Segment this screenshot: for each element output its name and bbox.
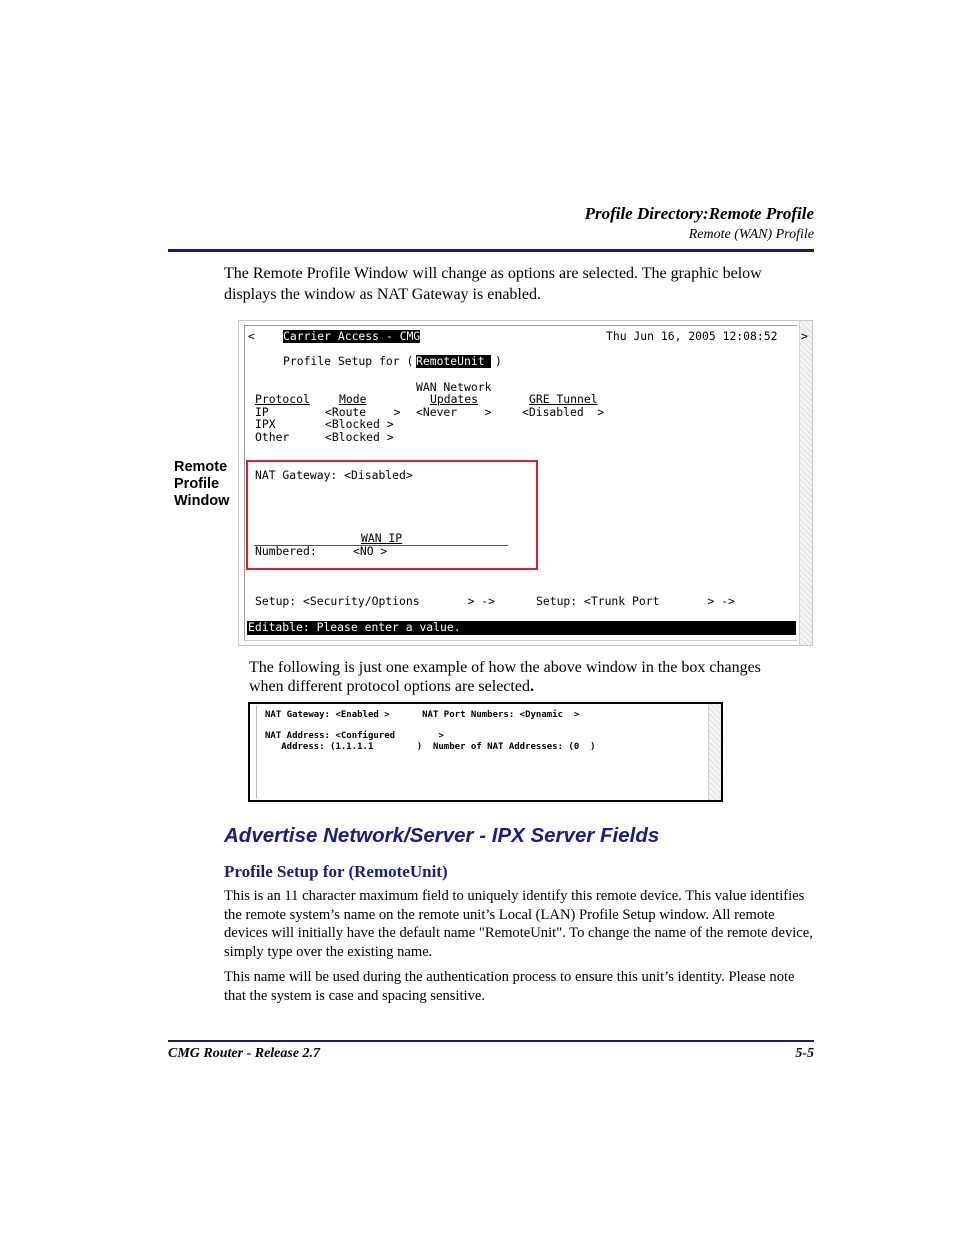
setup-trunk-port-link[interactable]: Setup: <Trunk Port > -> bbox=[536, 594, 735, 608]
row-other-label: Other bbox=[255, 430, 290, 444]
nav-left-arrow: < bbox=[248, 329, 255, 343]
callout-line-1: Remote bbox=[174, 459, 228, 475]
example-paragraph-period: . bbox=[529, 678, 534, 695]
row-other-mode-field[interactable]: <Blocked > bbox=[325, 430, 394, 444]
profile-close-paren: ) bbox=[495, 354, 502, 368]
row-ip-updates-field[interactable]: <Never > bbox=[416, 405, 492, 419]
example-paragraph-text: The following is just one example of how the above window in the box changes when different protocol options are selected bbox=[249, 659, 761, 695]
numbered-field[interactable]: <NO > bbox=[353, 544, 388, 558]
footer-rule bbox=[168, 1040, 814, 1042]
col-header-wan-network: WAN Network bbox=[416, 380, 492, 394]
nat-example-line-3: Address: (1.1.1.1 ) Number of NAT Addresses: (0 ) bbox=[265, 742, 596, 752]
nat-example-line-1: NAT Gateway: <Enabled > NAT Port Numbers: <Dynamic > bbox=[265, 710, 580, 720]
col-header-updates: Updates bbox=[430, 392, 479, 406]
header-rule bbox=[168, 249, 814, 252]
footer-product: CMG Router - Release 2.7 bbox=[168, 1046, 321, 1061]
setup-security-options-link[interactable]: Setup: <Security/Options > -> bbox=[255, 594, 496, 608]
terminal-scrollbar bbox=[799, 321, 812, 645]
app-title-bar: Carrier Access - CMG bbox=[283, 329, 421, 343]
callout-line-3: Window bbox=[174, 493, 230, 509]
nat-example-scrollbar bbox=[708, 704, 721, 800]
row-ip-gre-field[interactable]: <Disabled > bbox=[522, 405, 605, 419]
profile-setup-label: Profile Setup for ( bbox=[283, 354, 414, 368]
datetime-text: Thu Jun 16, 2005 12:08:52 bbox=[606, 329, 778, 343]
nat-gateway-field[interactable]: NAT Gateway: <Disabled> bbox=[255, 468, 413, 482]
row-ip-label: IP bbox=[255, 405, 269, 419]
page-header-subtitle: Remote (WAN) Profile bbox=[688, 227, 814, 242]
section-title: Advertise Network/Server - IPX Server Fields bbox=[224, 824, 660, 847]
numbered-label: Numbered: bbox=[255, 544, 317, 558]
callout-line-2: Profile bbox=[174, 476, 220, 492]
footer-page-number: 5-5 bbox=[795, 1046, 814, 1061]
body-paragraph-2: This name will be used during the authentication process to ensure this unit’s identity. Please note that the system is case and spacing sensitive. bbox=[224, 969, 795, 1004]
nav-right-arrow: > bbox=[801, 329, 808, 343]
example-paragraph bbox=[249, 658, 769, 696]
intro-paragraph: The Remote Profile Window will change as options are selected. The graphic below displays the window as NAT Gateway is enabled. bbox=[224, 265, 762, 303]
col-header-mode: Mode bbox=[339, 392, 367, 406]
row-ipx-label: IPX bbox=[255, 417, 276, 431]
row-ipx-mode-field[interactable]: <Blocked > bbox=[325, 417, 394, 431]
status-message: Editable: Please enter a value. bbox=[248, 620, 461, 634]
page-header-title: Profile Directory:Remote Profile bbox=[584, 204, 814, 223]
profile-name-field[interactable]: RemoteUnit bbox=[416, 354, 492, 368]
col-header-protocol: Protocol bbox=[255, 392, 310, 406]
row-ip-mode-field[interactable]: <Route > bbox=[325, 405, 401, 419]
nat-example-line-2: NAT Address: <Configured > bbox=[265, 731, 444, 741]
body-paragraph-1: This is an 11 character maximum field to uniquely identify this remote device. This value identifies the remote system’s name on the remote unit’s Local (LAN) Profile Setup window. All remote devices will initially have the default name "RemoteUnit". To change the name of the remote device, simply type over the existing name. bbox=[224, 888, 813, 960]
subsection-title: Profile Setup for (RemoteUnit) bbox=[224, 862, 448, 881]
col-header-gre-tunnel: GRE Tunnel bbox=[529, 392, 598, 406]
wan-ip-header: WAN IP bbox=[361, 531, 403, 545]
remote-profile-window-callout bbox=[174, 459, 229, 510]
